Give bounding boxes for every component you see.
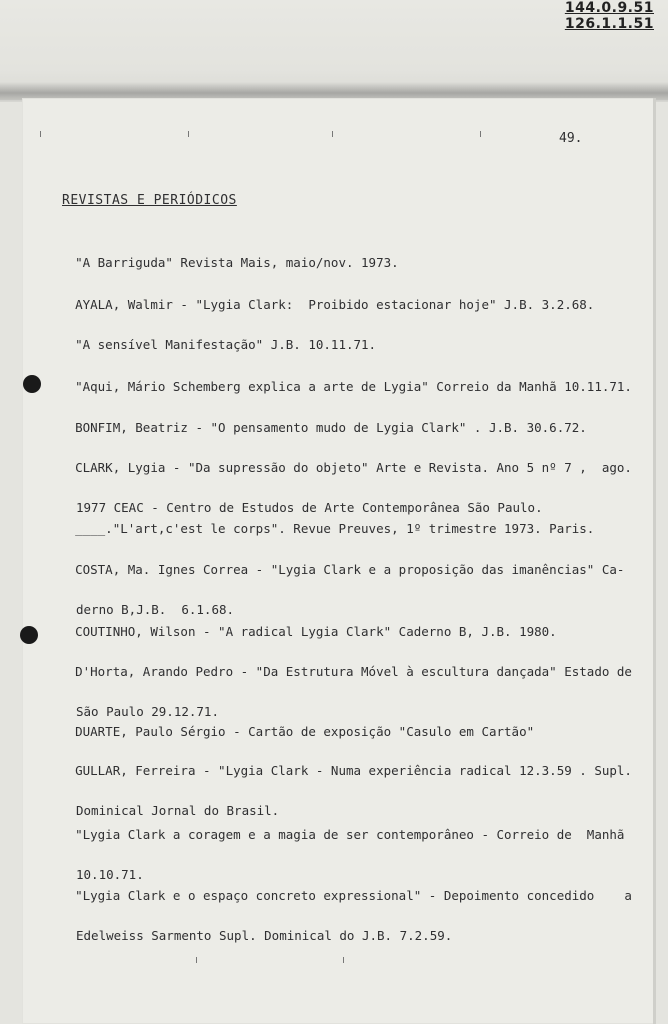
entry-continuation: Dominical Jornal do Brasil. xyxy=(76,803,280,818)
punch-hole-icon xyxy=(20,626,38,644)
entry-line: "Lygia Clark e o espaço concreto expressional" - Depoimento concedido a xyxy=(75,888,632,903)
bibliography-entry xyxy=(60,357,632,397)
entry-continuation: 10.10.71. xyxy=(76,867,144,882)
entry-continuation: São Paulo 29.12.71. xyxy=(76,704,219,719)
scan-mark xyxy=(332,131,333,137)
entry-line: DUARTE, Paulo Sérgio - Cartão de exposição "Casulo em Cartão" xyxy=(75,724,535,739)
bibliography-entry xyxy=(60,233,580,273)
bibliography-entry xyxy=(60,602,580,642)
bibliography-entry xyxy=(60,866,632,966)
scan-mark xyxy=(480,131,481,137)
entry-line: D'Horta, Arando Pedro - "Da Estrutura Móvel à escultura dançada" Estado de xyxy=(75,664,632,679)
entry-line: "Aqui, Mário Schemberg explica a arte de Lygia" Correio da Manhã 10.11.71. xyxy=(75,379,632,394)
entry-line: CLARK, Lygia - "Da supressão do objeto" Arte e Revista. Ano 5 nº 7 , ago. xyxy=(75,460,632,475)
entry-line: ____."L'art,c'est le corps". Revue Preuves, 1º trimestre 1973. Paris. xyxy=(75,521,595,536)
section-title: REVISTAS E PERIÓDICOS xyxy=(62,193,237,208)
entry-line: COUTINHO, Wilson - "A radical Lygia Clark" Caderno B, J.B. 1980. xyxy=(75,624,557,639)
punch-hole-icon xyxy=(23,375,41,393)
archive-code-line-2: 126.1.1.51 xyxy=(564,16,654,32)
archive-code-line-1: 144.0.9.51 xyxy=(564,0,654,16)
bibliography-entry xyxy=(60,315,580,355)
bibliography-entry xyxy=(60,398,587,438)
entry-line: BONFIM, Beatriz - "O pensamento mudo de Lygia Clark" . J.B. 30.6.72. xyxy=(75,420,587,435)
scan-mark xyxy=(188,131,189,137)
entry-line: "Lygia Clark a coragem e a magia de ser contemporâneo - Correio de Manhã xyxy=(75,827,625,842)
entry-line: "A sensível Manifestação" J.B. 10.11.71. xyxy=(75,337,377,352)
entry-continuation: Edelweiss Sarmento Supl. Dominical do J.B. 7.2.59. xyxy=(76,928,453,943)
entry-continuation: 1977 CEAC - Centro de Estudos de Arte Contemporânea São Paulo. xyxy=(76,500,543,515)
page-number: 49. xyxy=(559,131,583,146)
entry-continuation: derno B,J.B. 6.1.68. xyxy=(76,602,235,617)
bibliography-entry xyxy=(60,499,595,539)
bibliography-entry xyxy=(60,702,580,742)
page-edge xyxy=(653,98,656,1024)
entry-line: "A Barriguda" Revista Mais, maio/nov. 1973. xyxy=(75,255,399,270)
bibliography-entry xyxy=(60,275,595,315)
entry-line: COSTA, Ma. Ignes Correa - "Lygia Clark e a proposição das imanências" Ca- xyxy=(75,562,625,577)
entry-line: GULLAR, Ferreira - "Lygia Clark - Numa experiência radical 12.3.59 . Supl. xyxy=(75,763,632,778)
entry-line: AYALA, Walmir - "Lygia Clark: Proibido estacionar hoje" J.B. 3.2.68. xyxy=(75,297,595,312)
archive-code xyxy=(565,0,654,32)
scan-mark xyxy=(40,131,41,137)
